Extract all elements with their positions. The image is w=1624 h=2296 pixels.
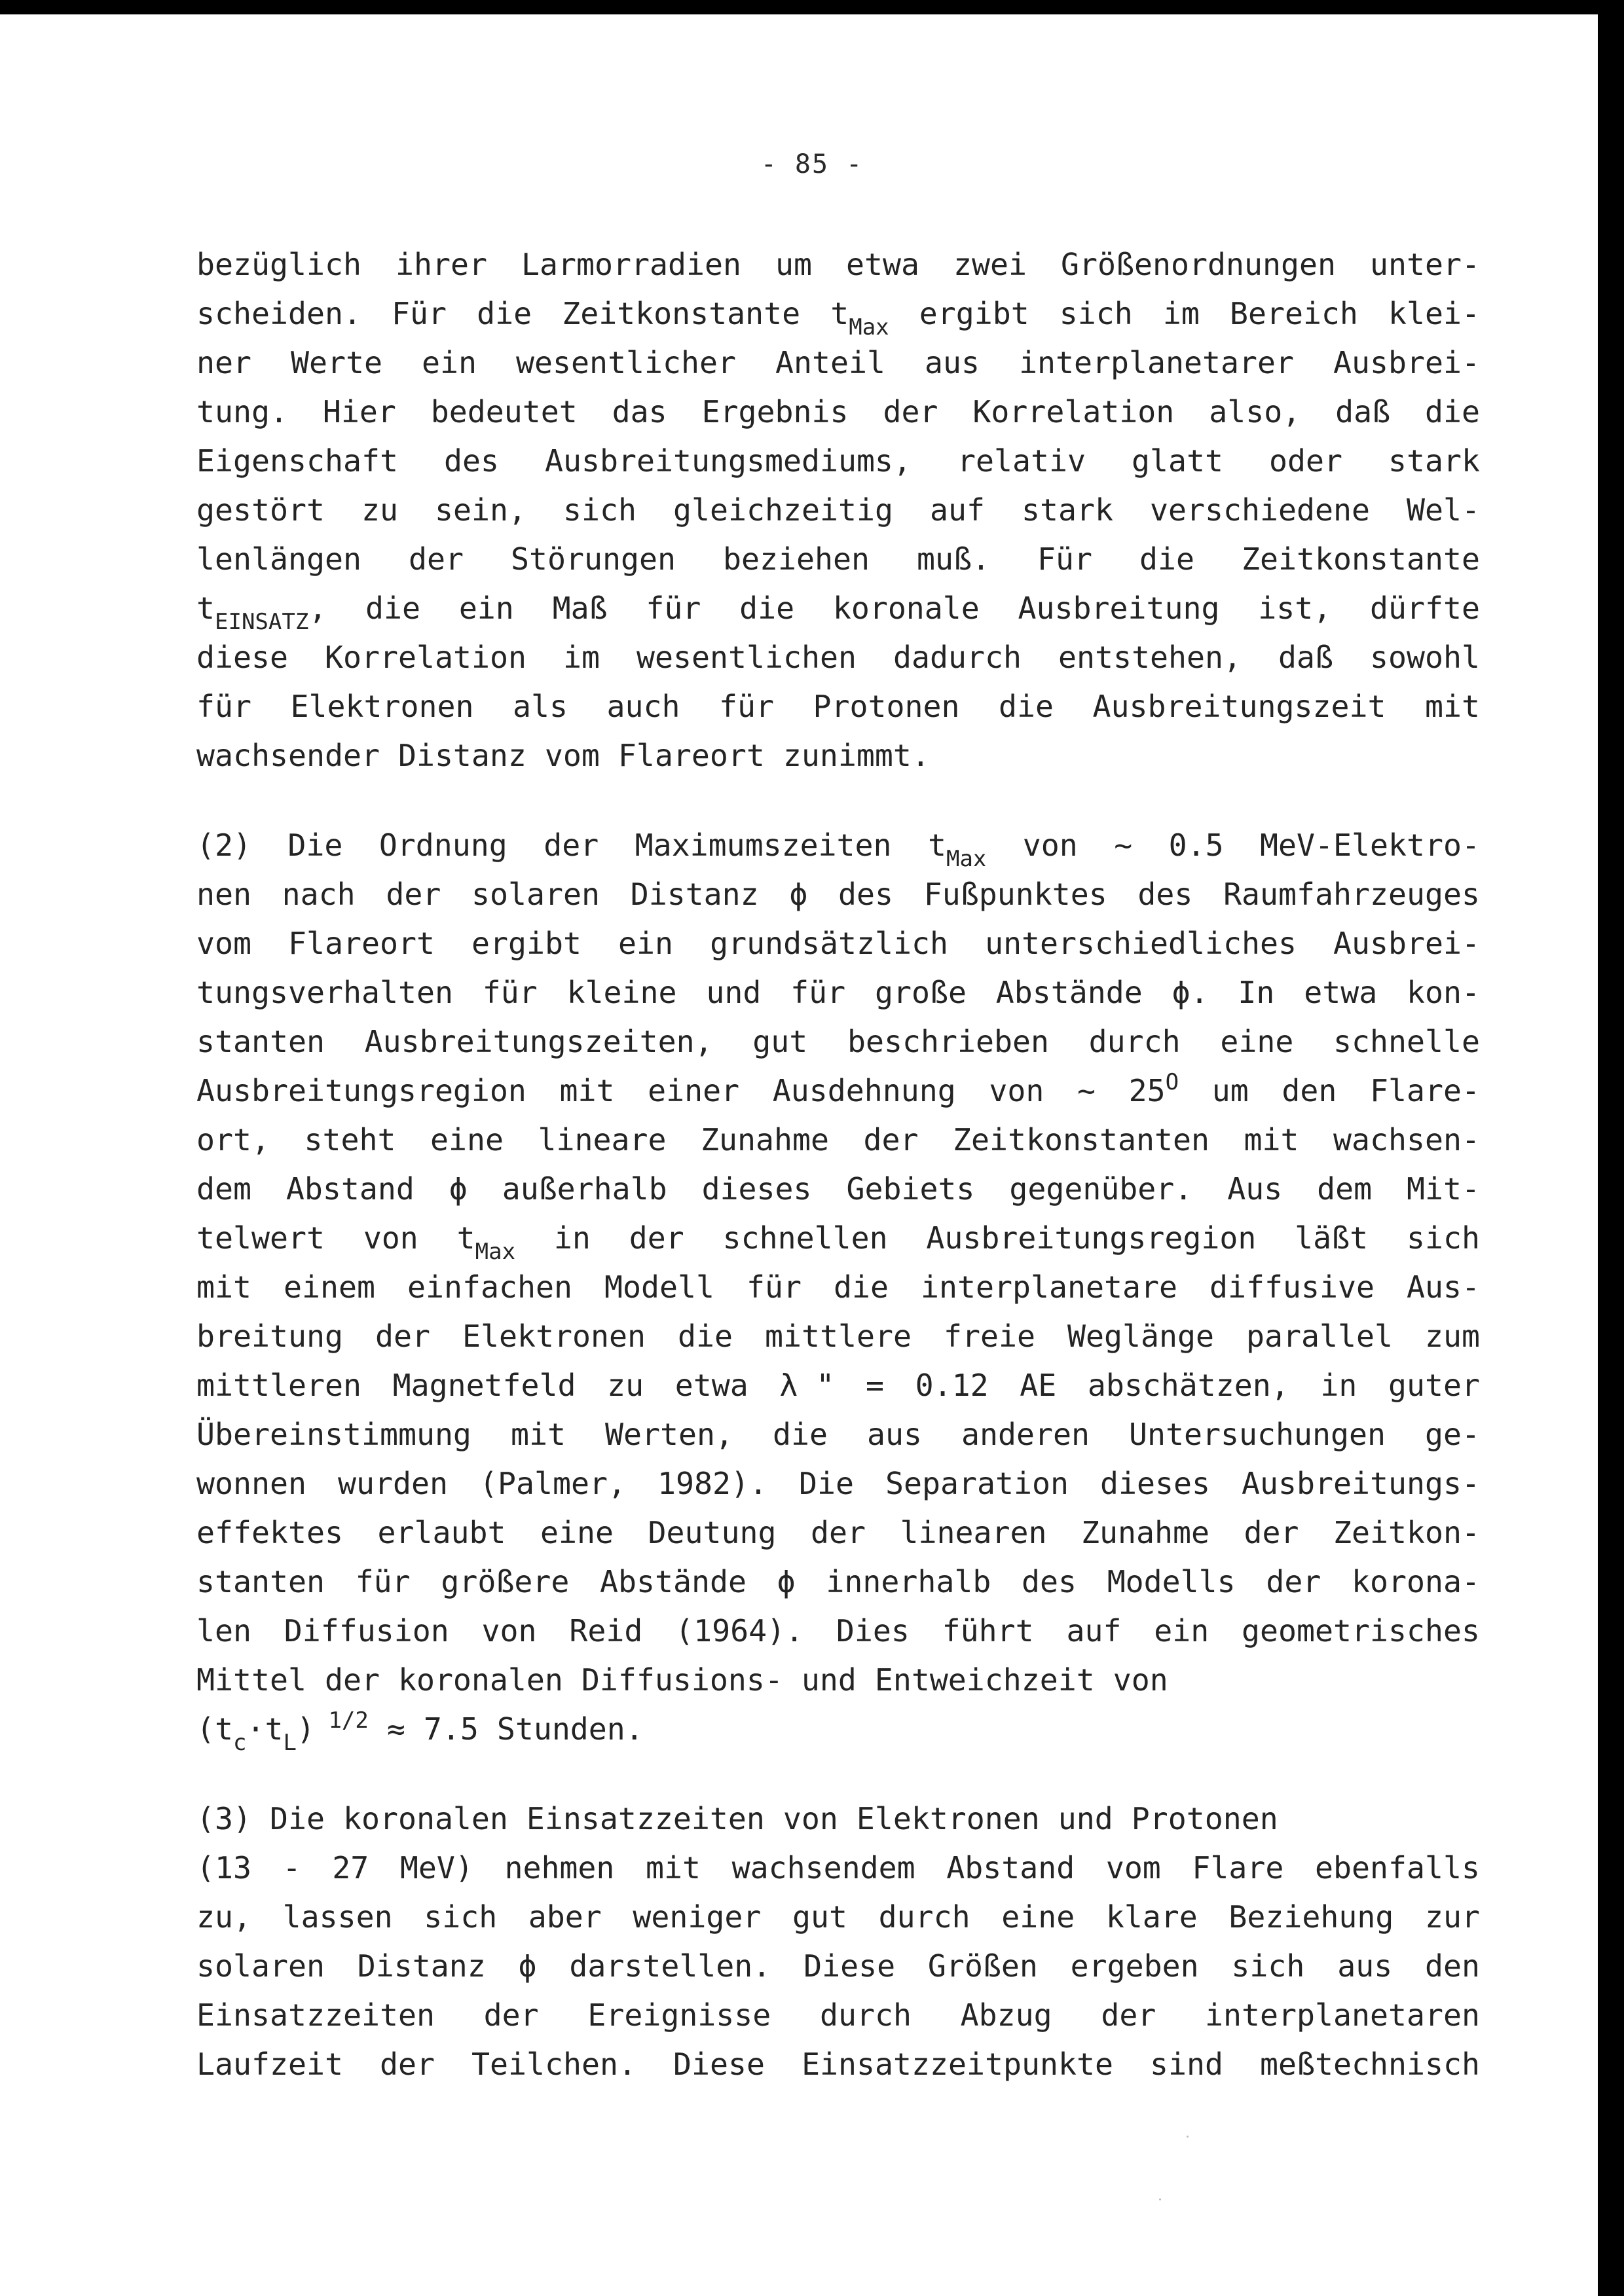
- text-line: (13 - 27 MeV) nehmen mit wachsendem Abstand vom Flare ebenfalls: [196, 1850, 1480, 1886]
- paragraph-2: [196, 821, 1480, 1754]
- text-line: Laufzeit der Teilchen. Diese Einsatzzeitpunkte sind meßtechnisch: [196, 2047, 1480, 2082]
- text-line: mittleren Magnetfeld zu etwa λ " = 0.12 AE abschätzen, in guter: [196, 1368, 1480, 1403]
- text-line: Eigenschaft des Ausbreitungsmediums, relativ glatt oder stark: [196, 443, 1480, 479]
- text-line: Ausbreitungsregion mit einer Ausdehnung von ~ $25^O$ um den Flare-: [196, 1069, 1481, 1108]
- text-line: nen nach der solaren Distanz ϕ des Fußpunktes des Raumfahrzeuges: [196, 877, 1480, 912]
- text-line: tungsverhalten für kleine und für große Abstände ϕ. In etwa kon-: [196, 975, 1480, 1010]
- text-line: mit einem einfachen Modell für die interplanetare diffusive Aus-: [196, 1269, 1480, 1305]
- paragraph-3: [196, 1795, 1480, 2089]
- text-line: $t_{EINSATZ}$, die ein Maß für die koronale Ausbreitung ist, dürfte: [196, 591, 1480, 635]
- text-line: diese Korrelation im wesentlichen dadurch entstehen, daß sowohl: [196, 640, 1480, 675]
- text-line: stanten Ausbreitungszeiten, gut beschrieben durch eine schnelle: [196, 1024, 1480, 1059]
- scan-speck: [1187, 2136, 1189, 2138]
- paragraph-1: [196, 240, 1480, 780]
- text-line: tung. Hier bedeutet das Ergebnis der Korrelation also, daß die: [196, 394, 1480, 429]
- text-line: Einsatzzeiten der Ereignisse durch Abzug der interplanetaren: [196, 1997, 1480, 2033]
- text-line: dem Abstand ϕ außerhalb dieses Gebiets gegenüber. Aus dem Mit-: [196, 1171, 1480, 1207]
- text-line: (3) Die koronalen Einsatzzeiten von Elektronen und Protonen: [196, 1801, 1278, 1836]
- text-line: len Diffusion von Reid (1964). Dies führt auf ein geometrisches: [196, 1613, 1480, 1649]
- text-line: Übereinstimmung mit Werten, die aus anderen Untersuchungen ge-: [196, 1417, 1480, 1452]
- text-line: breitung der Elektronen die mittlere freie Weglänge parallel zum: [196, 1319, 1480, 1354]
- text-line: scheiden. Für die Zeitkonstante $t_{Max}$ ergibt sich im Bereich klei-: [196, 296, 1480, 340]
- text-line: vom Flareort ergibt ein grundsätzlich unterschiedliches Ausbrei-: [196, 926, 1480, 961]
- text-line: ner Werte ein wesentlicher Anteil aus interplanetarer Ausbrei-: [196, 345, 1480, 380]
- text-line: (2) Die Ordnung der Maximumszeiten $t_{Max}$ von ~ 0.5 MeV-Elektro-: [196, 828, 1480, 872]
- text-line: ort, steht eine lineare Zunahme der Zeitkonstanten mit wachsen-: [196, 1122, 1480, 1157]
- page-number: - 85 -: [760, 149, 864, 179]
- text-line: stanten für größere Abstände ϕ innerhalb des Modells der korona-: [196, 1564, 1480, 1599]
- text-line: effektes erlaubt eine Deutung der linearen Zunahme der Zeitkon-: [196, 1515, 1480, 1550]
- formula-line: $(t_c\cdot t_L) ^{1/2} \approx 7.5$ Stunden.: [196, 1707, 644, 1756]
- text-line: lenlängen der Störungen beziehen muß. Für die Zeitkonstante: [196, 541, 1480, 577]
- scan-speck: [1159, 2198, 1161, 2200]
- text-line: wachsender Distanz vom Flareort zunimmt.: [196, 738, 930, 773]
- text-line: gestört zu sein, sich gleichzeitig auf stark verschiedene Wel-: [196, 492, 1480, 528]
- text-line: solaren Distanz ϕ darstellen. Diese Größen ergeben sich aus den: [196, 1948, 1480, 1984]
- text-line: telwert von $t_{Max}$ in der schnellen Ausbreitungsregion läßt sich: [196, 1220, 1480, 1265]
- text-line: Mittel der koronalen Diffusions- und Entweichzeit von: [196, 1662, 1168, 1698]
- text-line: zu, lassen sich aber weniger gut durch eine klare Beziehung zur: [196, 1899, 1480, 1935]
- text-line: für Elektronen als auch für Protonen die Ausbreitungszeit mit: [196, 689, 1480, 724]
- text-line: wonnen wurden (Palmer, 1982). Die Separation dieses Ausbreitungs-: [196, 1466, 1480, 1501]
- text-line: bezüglich ihrer Larmorradien um etwa zwei Größenordnungen unter-: [196, 247, 1480, 282]
